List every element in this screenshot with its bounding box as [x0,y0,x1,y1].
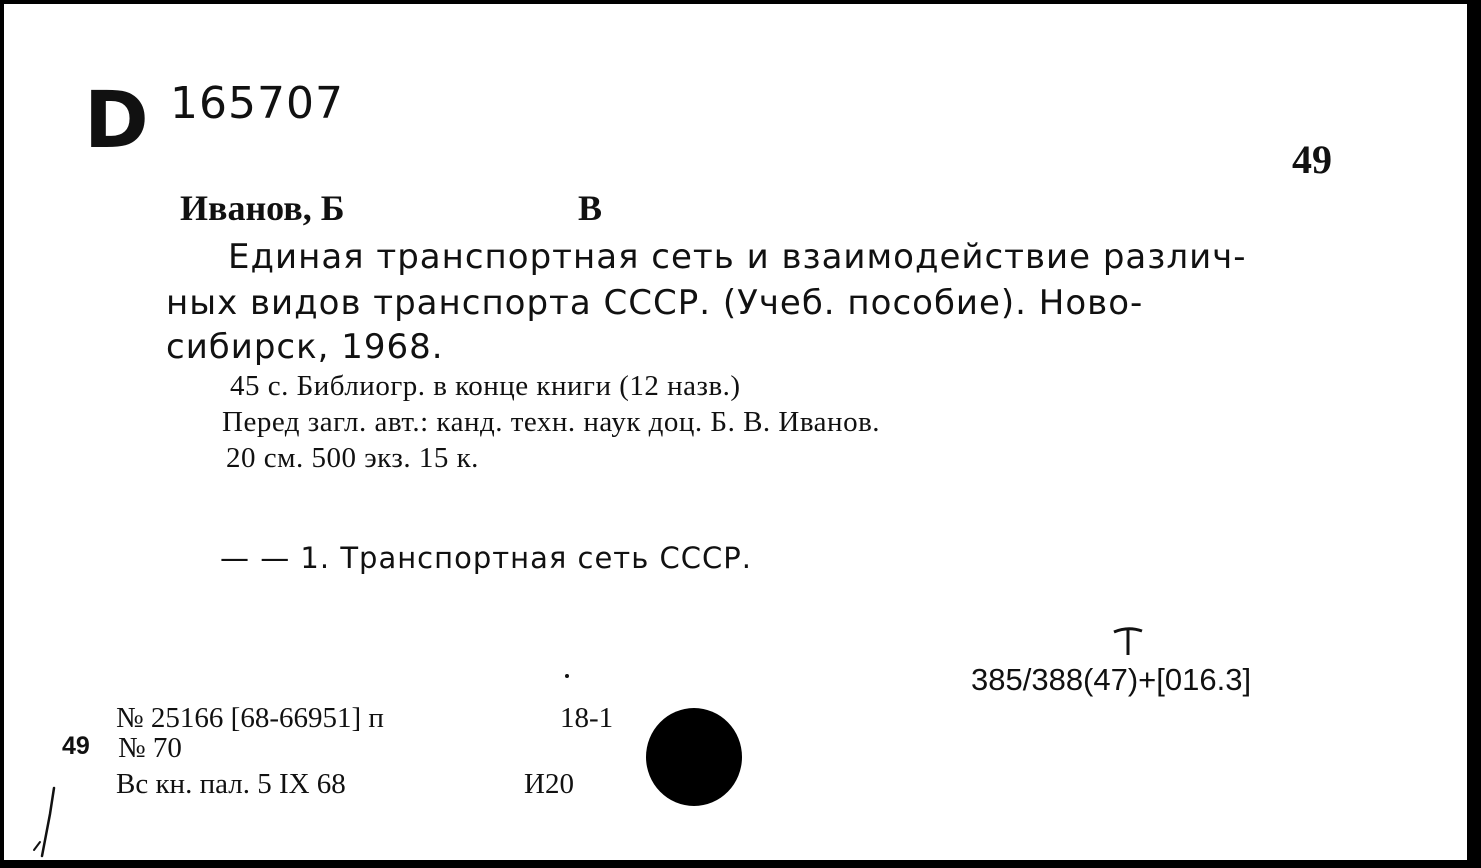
shelf-mark-top: 49 [1292,137,1332,182]
registry-code: 18-1 [560,702,614,734]
ink-dot [565,674,569,678]
classification-mark [1111,626,1145,656]
responsibility-note: Перед загл. авт.: канд. техн. наук доц. Б. В. Иванов. [222,406,881,438]
shelf-mark-bottom: 49 [62,732,90,760]
pencil-mark [32,784,58,860]
udc-classification: 385/388(47)+[016.3] [971,662,1252,697]
title-line-3: сибирск, 1968. [166,327,444,367]
format-and-price: 20 см. 500 экз. 15 к. [226,442,479,474]
secondary-number: № 70 [118,732,182,764]
inventory-number: 165707 [170,78,344,129]
printing-note: Вс кн. пал. 5 IX 68 [116,768,346,800]
physical-description: 45 с. Библиогр. в конце книги (12 назв.) [230,370,741,402]
author-initial: В [578,188,603,228]
punch-hole [646,708,742,806]
subject-entry: — — 1. Транспортная сеть СССР. [220,541,752,575]
index-code: И20 [524,768,574,800]
catalog-card [4,4,1467,860]
title-line-1: Единая транспортная сеть и взаимодействие различ- [228,237,1247,277]
author-name: Иванов, Б [180,188,345,228]
title-line-2: ных видов транспорта СССР. (Учеб. пособие). Ново- [166,283,1144,323]
registry-number: № 25166 [68-66951] п [116,702,384,734]
inventory-prefix: D [84,76,147,166]
